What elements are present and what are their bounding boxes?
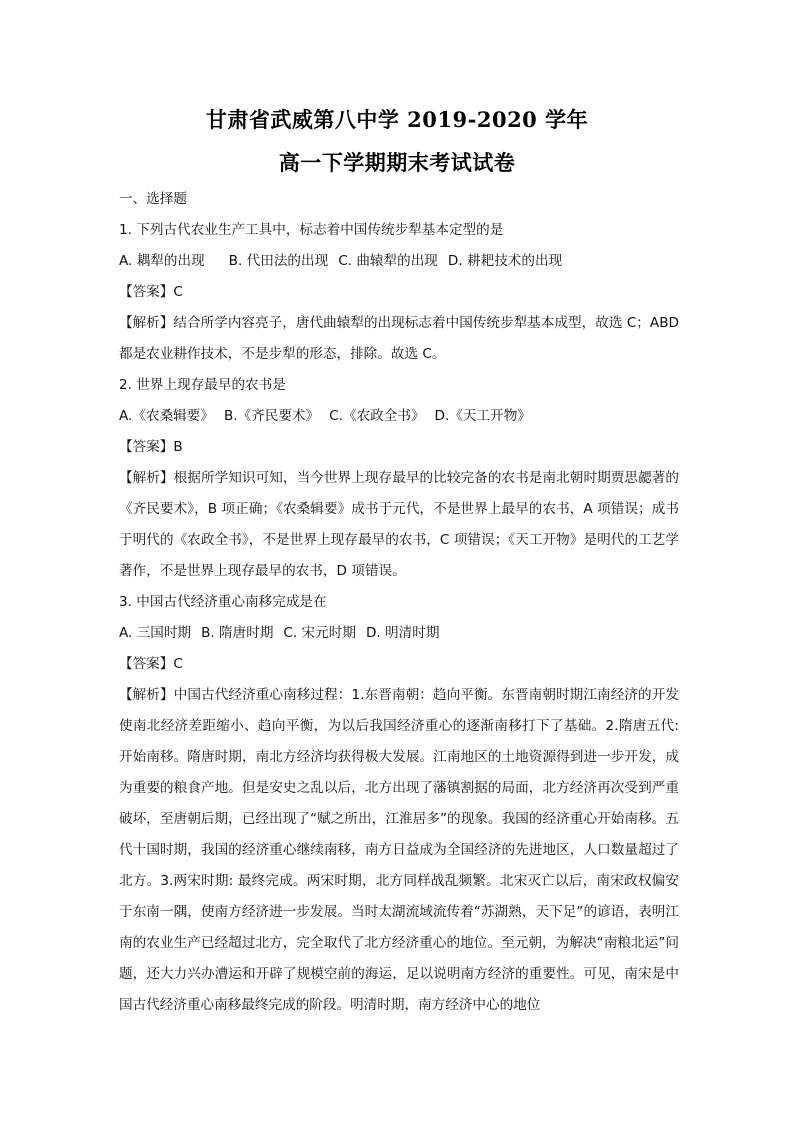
option-d: D. 明清时期 (365, 625, 440, 641)
analysis: 【解析】结合所学内容亮子，唐代曲辕犁的出现标志着中国传统步犁基本成型，故选 C；ABD 都是农业耕作技术，不是步犁的形态，排除。故选 C。 (119, 315, 679, 362)
question-stem: 2. 世界上现存最早的农书是 (119, 377, 286, 393)
option-b: B. 代田法的出现 (228, 253, 329, 269)
question-options (119, 618, 679, 649)
option-a: A. 三国时期 (119, 625, 192, 641)
question-options (119, 401, 679, 432)
option-b: B.《齐民要术》 (223, 408, 320, 424)
option-d: D. 耕耙技术的出现 (447, 253, 563, 269)
option-d: D.《天工开物》 (434, 408, 531, 424)
document-body (119, 184, 679, 1052)
document-title: 甘肃省武威第八中学 2019-2020 学年 (205, 107, 589, 132)
option-b: B. 隋唐时期 (201, 625, 274, 641)
option-c: C.《农政全书》 (329, 408, 425, 424)
question-2 (119, 370, 679, 587)
question-1 (119, 215, 679, 370)
answer: 【答案】B (119, 439, 183, 455)
answer: 【答案】C (119, 656, 183, 672)
question-stem: 1. 下列古代农业生产工具中，标志着中国传统步犁基本定型的是 (119, 222, 504, 238)
option-a: A.《农桑辑要》 (119, 408, 214, 424)
analysis: 【解析】根据所学知识可知，当今世界上现存最早的比较完备的农书是南北朝时期贾思勰著的《齐民要术》，B 项正确；《农桑辑要》成书于元代，不是世界上最早的农书，A 项错误；成书于明代的《农政全书》，不是世界上现存最早的农书，C 项错误；《天工开物》是明代的工艺学著作，不是世界上现存最早的农书，D 项错误。 (119, 470, 679, 579)
question-3 (119, 587, 679, 1052)
option-a: A. 耦犁的出现 (119, 253, 205, 269)
analysis: 【解析】中国古代经济重心南移过程：1.东晋南朝：趋向平衡。东晋南朝时期江南经济的开发使南北经济差距缩小、趋向平衡，为以后我国经济重心的逐渐南移打下了基础。2.隋唐五代: 开始南移。隋唐时期，南北方经济均获得极大发展。江南地区的土地资源得到进一步开发，成为重要的粮食产地。但是安史之乱以后，北方出现了藩镇割据的局面，北方经济再次受到严重破坏，至唐朝后期，已经出现了“赋之所出，江淮居多”的现象。我国的经济重心开始南移。五代十国时期，我国的经济重心继续南移，南方日益成为全国经济的先进地区，人口数量超过了北方。3.两宋时期: 最终完成。两宋时期，北方同样战乱频繁。北宋灭亡以后，南宋政权偏安于东南一隅，使南方经济进一步发展。当时太湖流域流传着“苏湖熟，天下足”的谚语，表明江南的农业生产已经超过北方，完全取代了北方经济重心的地位。至元朝，为解决“南粮北运”问题，还大力兴办漕运和开辟了规模空前的海运，足以说明南方经济的重要性。可见，南宋是中国古代经济重心南移最终完成的阶段。明清时期，南方经济中心的地位 (119, 687, 679, 1013)
option-c: C. 曲辕犁的出现 (338, 253, 438, 269)
question-options (119, 246, 679, 277)
option-c: C. 宋元时期 (283, 625, 356, 641)
question-stem: 3. 中国古代经济重心南移完成是在 (119, 594, 327, 610)
answer: 【答案】C (119, 284, 183, 300)
section-heading: 一、选择题 (119, 191, 187, 207)
document-subtitle: 高一下学期期末考试试卷 (278, 150, 516, 175)
